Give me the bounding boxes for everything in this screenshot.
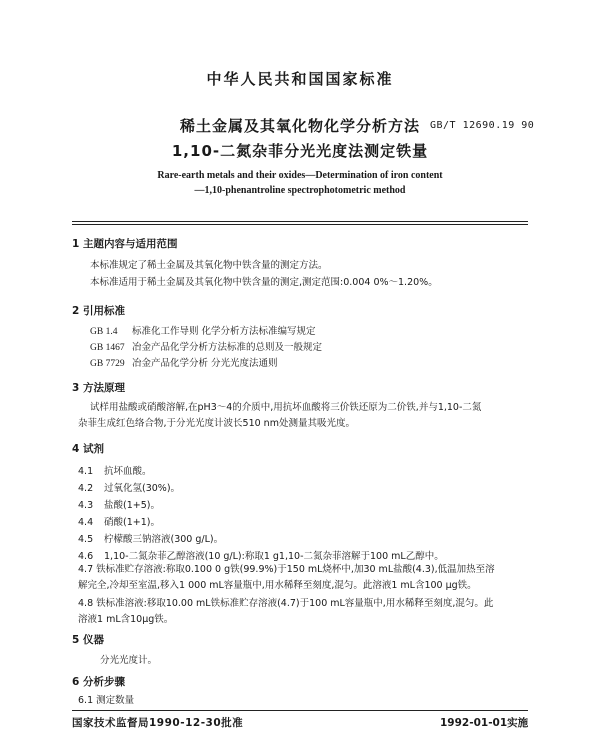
reagent-number: 4.5 (78, 534, 94, 545)
english-title-line-1: Rare-earth metals and their oxides—Determination of iron content (157, 170, 443, 181)
reagent-item (78, 480, 180, 494)
approval-statement: 国家技术监督局1990-12-30批准 (72, 717, 244, 729)
reference-code: GB 1.4 (90, 327, 118, 337)
reagent-text: 1,10-二氮杂菲乙醇溶液(10 g/L):称取1 g1,10-二氮杂菲溶解于100 mL乙醇中。 (104, 551, 444, 562)
issuing-body-title: 中华人民共和国国家标准 (206, 70, 394, 88)
reference-title: 标准化工作导则 化学分析方法标准编写规定 (132, 326, 316, 337)
section-4-heading: 4 试剂 (72, 443, 104, 455)
reagent-item (78, 497, 160, 511)
reagent-4-8-line-1: 4.8 铁标准溶液:移取10.00 mL铁标准贮存溶液(4.7)于100 mL容量瓶中,用水稀释至刻度,混匀。此 (78, 598, 494, 609)
reagent-text: 盐酸(1+5)。 (104, 500, 160, 511)
reagent-4-8-line-2: 溶液1 mL含10μg铁。 (78, 614, 174, 625)
reference-title: 冶金产品化学分析方法标准的总则及一般规定 (132, 342, 323, 353)
standard-number: GB/T 12690.19 90 (430, 120, 535, 131)
reference-item (90, 339, 322, 353)
reagent-text: 硝酸(1+1)。 (104, 517, 160, 528)
reagent-item (78, 463, 152, 477)
reagent-number: 4.4 (78, 517, 94, 528)
header-rule-top (72, 221, 528, 222)
effective-date: 1992-01-01实施 (440, 717, 529, 729)
section-2-heading: 2 引用标准 (72, 305, 125, 317)
standard-title-line-2: 1,10-二氮杂菲分光光度法测定铁量 (171, 142, 429, 160)
reference-item (90, 323, 316, 337)
reagent-item (78, 531, 223, 545)
section-5-paragraph: 分光光度计。 (100, 655, 158, 666)
reagent-text: 柠檬酸三钠溶液(300 g/L)。 (104, 534, 224, 545)
reagent-text: 过氧化氢(30%)。 (104, 483, 181, 494)
section-1-paragraph-1: 本标准规定了稀土金属及其氧化物中铁含量的测定方法。 (90, 260, 328, 271)
reference-item (90, 355, 278, 369)
english-title-line-2: —1,10-phenantroline spectrophotometric method (194, 185, 406, 196)
reagent-number: 4.2 (78, 483, 94, 494)
reagent-4-7-line-2: 解完全,冷却至室温,移入1 000 mL容量瓶中,用水稀释至刻度,混匀。此溶液1 mL含100 μg铁。 (78, 580, 477, 591)
section-1-paragraph-2: 本标准适用于稀土金属及其氧化物中铁含量的测定,测定范围:0.004 0%～1.20%。 (90, 277, 438, 288)
section-3-line-1: 试样用盐酸或硝酸溶解,在pH3～4的介质中,用抗坏血酸将三价铁还原为二价铁,并与1,10-二氮 (90, 402, 482, 413)
section-6-heading: 6 分析步骤 (72, 676, 125, 688)
section-1-heading: 1 主题内容与适用范围 (72, 238, 178, 250)
reagent-item (78, 514, 160, 528)
section-3-line-2: 杂菲生成红色络合物,于分光光度计波长510 nm处测量其吸光度。 (78, 418, 355, 429)
section-6-1-heading: 6.1 测定数量 (78, 695, 135, 706)
section-5-heading: 5 仪器 (72, 634, 104, 646)
reference-code: GB 1467 (90, 343, 125, 353)
reagent-number: 4.3 (78, 500, 94, 511)
reagent-text: 抗坏血酸。 (104, 466, 152, 477)
reagent-item (78, 548, 444, 562)
header-rule-bottom (72, 224, 528, 225)
reagent-4-7-line-1: 4.7 铁标准贮存溶液:称取0.100 0 g铁(99.9%)于150 mL烧杯中,加30 mL盐酸(4.3),低温加热至溶 (78, 564, 495, 575)
reagent-number: 4.1 (78, 466, 94, 477)
reagent-number: 4.6 (78, 551, 94, 562)
standard-title-line-1: 稀土金属及其氧化物化学分析方法 (179, 117, 420, 135)
reference-code: GB 7729 (90, 359, 125, 369)
reference-title: 冶金产品化学分析 分光光度法通则 (132, 358, 278, 369)
footer-rule (72, 710, 528, 711)
section-3-heading: 3 方法原理 (72, 382, 125, 394)
